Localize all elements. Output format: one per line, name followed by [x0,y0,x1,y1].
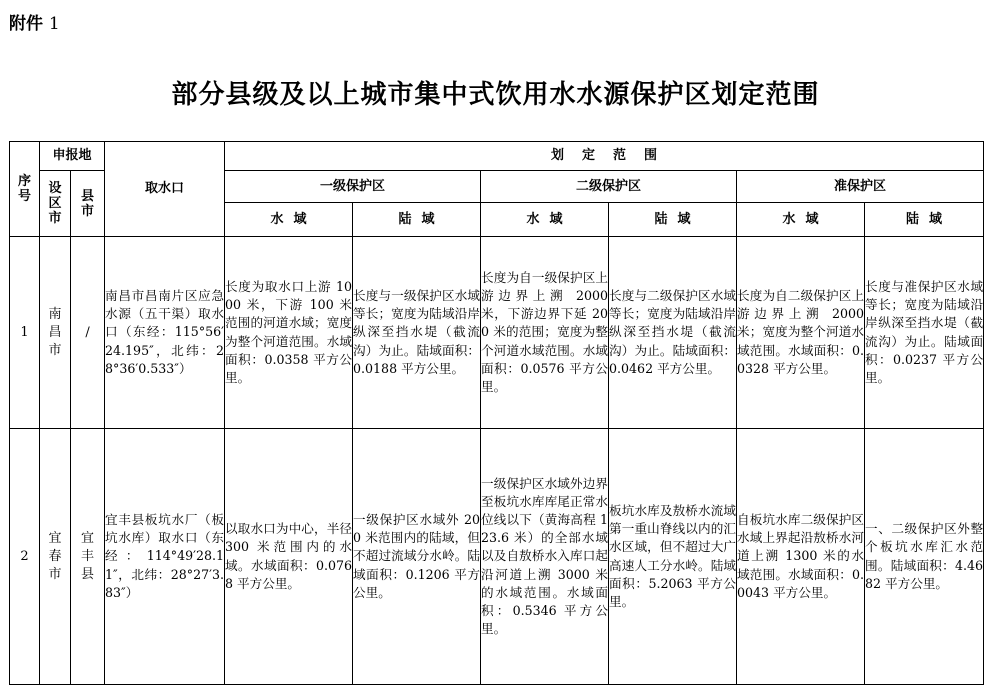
header-l1-water: 水域 [225,203,353,237]
row-county-cell [71,429,105,685]
row-intake: 南昌市昌南片区应急水源（五干渠）取水口（东经：115°56′24.195″，北纬：28°36′0.533″） [105,237,225,429]
header-report-place: 申报地 [40,142,105,171]
row-q-land: 长度与准保护区水域等长；宽度为陆域沿岸纵深至挡水堤（截流沟）为止。陆域面积：0.0237 平方公里。 [865,237,984,429]
row-city: 南昌市 [48,306,62,358]
header-intake: 取水口 [105,142,225,237]
row-l1-water: 长度为取水口上游 1000 米，下游 100 米范围的河道水域；宽度为整个河道范围。水域面积：0.0358 平方公里。 [225,237,353,429]
header-seq: 序号 [17,174,31,204]
header-city-cell [40,171,71,237]
row-intake: 宜丰县板坑水厂（板坑水库）取水口（东经：114°49′28.11″，北纬：28°27′3.83″） [105,429,225,685]
row-q-land: 一、二级保护区外整个板坑水库汇水范围。陆域面积：4.4682 平方公里。 [865,429,984,685]
table-row [10,429,984,685]
row-city-cell [40,237,71,429]
document-title: 部分县级及以上城市集中式饮用水水源保护区划定范围 [171,80,820,110]
row-county: / [71,237,105,429]
protection-zone-table [9,141,984,685]
header-l2-land: 陆域 [609,203,737,237]
header-quasi: 准保护区 [737,171,984,203]
row-q-water: 自板坑水库二级保护区水域上界起沿敖桥水河道上溯 1300 米的水域范围。水域面积：0.0043 平方公里。 [737,429,865,685]
header-l2-water: 水域 [481,203,609,237]
header-city: 设区市 [48,181,62,226]
row-city: 宜春市 [48,530,62,582]
row-q-water: 长度为自二级保护区上游边界上溯 2000 米；宽度为整个河道水域范围。水域面积：0.0328 平方公里。 [737,237,865,429]
row-seq: 2 [10,429,40,685]
row-l2-land: 长度与二级保护区水域等长；宽度为陆域沿岸纵深至挡水堤（截流沟）为止。陆域面积：0.0462 平方公里。 [609,237,737,429]
row-county: 宜丰县 [80,530,94,582]
attachment-number: 1 [48,14,60,34]
row-l1-land: 长度与一级保护区水域等长；宽度为陆域沿岸纵深至挡水堤（截流沟）为止。陆域面积：0.0188 平方公里。 [353,237,481,429]
header-level2: 二级保护区 [481,171,737,203]
row-seq: 1 [10,237,40,429]
header-county-cell [71,171,105,237]
row-l2-water: 长度为自一级保护区上游边界上溯 2000 米，下游边界下延 200 米的范围；宽度为整个河道水域范围。水域面积：0.0576 平方公里。 [481,237,609,429]
attachment-label: 附件 1 [9,14,60,34]
header-seq-cell [10,142,40,237]
header-l1-land: 陆域 [353,203,481,237]
header-q-water: 水域 [737,203,865,237]
header-q-land: 陆域 [865,203,984,237]
row-l1-water: 以取水口为中心，半径 300 米范围内的水域。水域面积：0.0768 平方公里。 [225,429,353,685]
header-county: 县市 [80,188,94,219]
row-city-cell [40,429,71,685]
row-l2-land: 板坑水库及敖桥水流域第一重山脊线以内的汇水区域，但不超过大广高速人工分水岭。陆域面积：5.2063 平方公里。 [609,429,737,685]
header-scope: 划定范围 [225,142,984,171]
row-l2-water: 一级保护区水域外边界至板坑水库库尾正常水位线以下（黄海高程 123.6 米）的全部水域以及自敖桥水入库口起沿河道上溯 3000 米的水域范围。水域面积：0.5346 平方公里。 [481,429,609,685]
row-l1-land: 一级保护区水域外 200 米范围内的陆域，但不超过流域分水岭。陆域面积：0.1206 平方公里。 [353,429,481,685]
header-level1: 一级保护区 [225,171,481,203]
table-row [10,237,984,429]
